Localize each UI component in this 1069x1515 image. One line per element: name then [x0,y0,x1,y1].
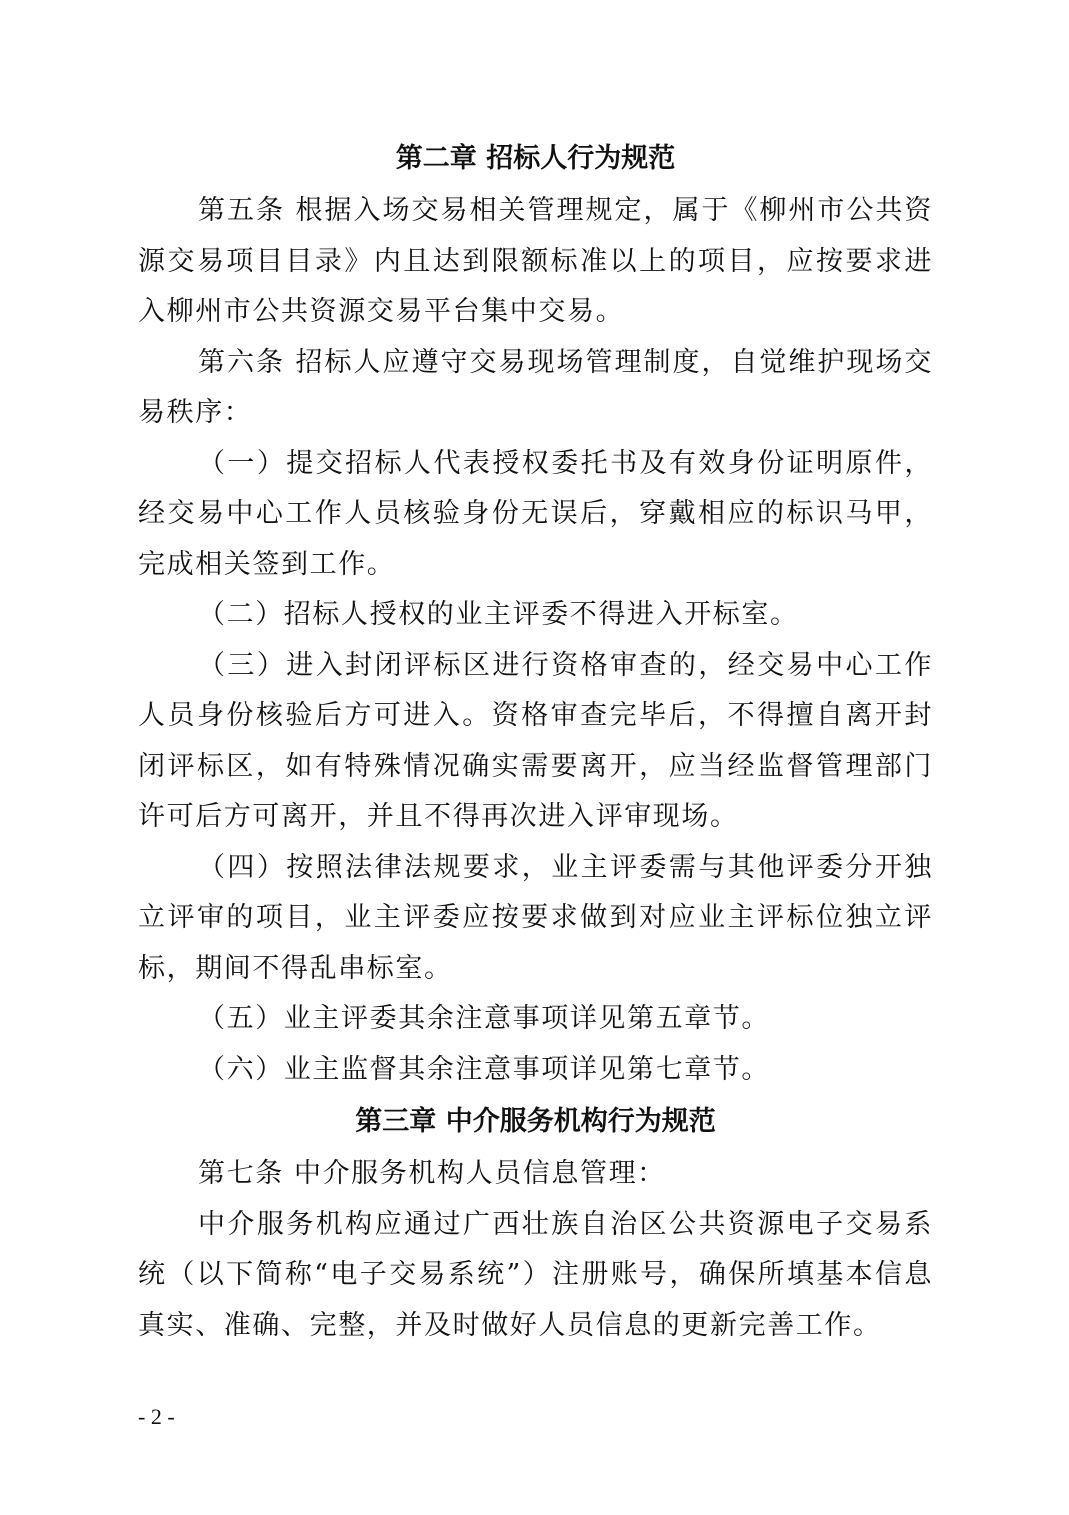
article-7-body-paragraph: 中介服务机构应通过广西壮族自治区公共资源电子交易系统（以下简称“电子交易系统”）注册账号，确保所填基本信息真实、准确、完整，并及时做好人员信息的更新完善工作。 [138,1208,933,1341]
article-7-paragraph: 第七条 中介服务机构人员信息管理： [198,1158,666,1189]
article-6-item-1: （一）提交招标人代表授权委托书及有效身份证明原件，经交易中心工作人员核验身份无误后，穿戴相应的标识马甲，完成相关签到工作。 [138,447,933,580]
page-number: - 2 - [138,1404,175,1429]
article-6-item-2: （二）招标人授权的业主评委不得进入开标室。 [198,599,799,630]
article-5-paragraph: 第五条 根据入场交易相关管理规定，属于《柳州市公共资源交易项目目录》内且达到限额标准以上的项目，应按要求进入柳州市公共资源交易平台集中交易。 [138,195,933,327]
document-body [138,132,933,1351]
chapter-2-heading: 第二章 招标人行为规范 [395,143,676,174]
article-6-item-3: （三）进入封闭评标区进行资格审查的，经交易中心工作人员身份核验后方可进入。资格审查完毕后，不得擅自离开封闭评标区，如有特殊情况确实需要离开，应当经监督管理部门许可后方可离开，并且不得再次进入评审现场。 [138,649,933,832]
article-6-paragraph: 第六条 招标人应遵守交易现场管理制度，自觉维护现场交易秩序： [138,346,933,428]
article-6-item-4: （四）按照法律法规要求，业主评委需与其他评委分开独立评审的项目，业主评委应按要求做到对应业主评标位独立评标，期间不得乱串标室。 [138,851,933,984]
article-6-item-6: （六）业主监督其余注意事项详见第七章节。 [198,1053,770,1085]
article-6-item-5: （五）业主评委其余注意事项详见第五章节。 [198,1003,770,1034]
chapter-3-heading: 第三章 中介服务机构行为规范 [355,1106,716,1137]
